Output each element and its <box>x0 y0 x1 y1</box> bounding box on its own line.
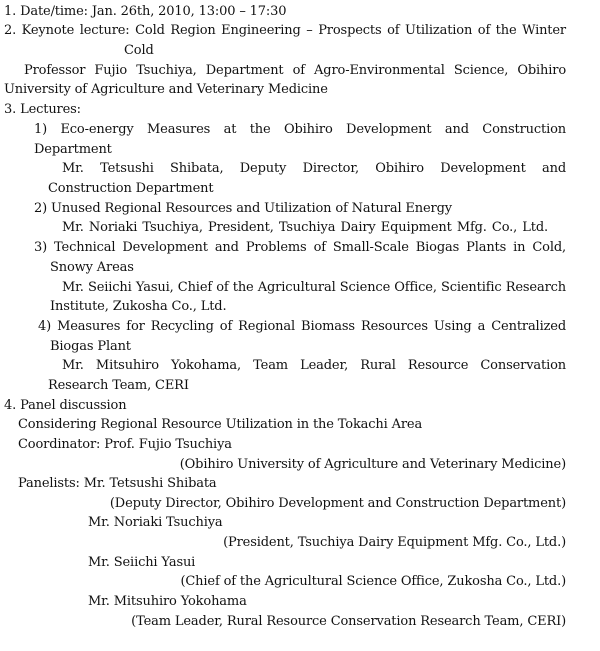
lecture-1-speaker-line-2: Construction Department <box>48 181 214 196</box>
panelist-4-affiliation: (Team Leader, Rural Resource Conservation Research Team, CERI) <box>131 614 566 629</box>
lecture-1-speaker-line-1: Mr. Tetsushi Shibata, Deputy Director, Obihiro Development and <box>62 161 566 176</box>
panelist-1-affiliation: (Deputy Director, Obihiro Development and Construction Department) <box>109 496 566 511</box>
lecture-3-title-line-1: 3) Technical Development and Problems of Small-Scale Biogas Plants in Cold, <box>34 240 566 255</box>
panel-discussion-heading: 4. Panel discussion <box>4 398 127 413</box>
lecture-4-title-line-2: Biogas Plant <box>50 339 131 354</box>
lecture-1-title-line-1: 1) Eco-energy Measures at the Obihiro Development and Construction <box>34 122 566 137</box>
keynote-title-line-1: 2. Keynote lecture: Cold Region Engineering – Prospects of Utilization of the Winter <box>4 23 566 38</box>
lecture-4-title-line-1: 4) Measures for Recycling of Regional Biomass Resources Using a Centralized <box>38 319 566 334</box>
panel-topic: Considering Regional Resource Utilization in the Tokachi Area <box>18 417 423 432</box>
panelist-3-name: Mr. Seiichi Yasui <box>88 555 196 570</box>
panelist-2-affiliation: (President, Tsuchiya Dairy Equipment Mfg. Co., Ltd.) <box>223 535 566 550</box>
lectures-heading: 3. Lectures: <box>4 102 81 117</box>
keynote-title-line-2: Cold <box>124 43 154 58</box>
panelist-1-name: Panelists: Mr. Tetsushi Shibata <box>18 476 217 491</box>
date-time-line: 1. Date/time: Jan. 26th, 2010, 13:00 – 17:30 <box>4 4 287 19</box>
lecture-3-speaker-line-2: Institute, Zukosha Co., Ltd. <box>50 299 227 314</box>
lecture-4-speaker-line-1: Mr. Mitsuhiro Yokohama, Team Leader, Rural Resource Conservation <box>62 358 566 373</box>
lecture-1-title-line-2: Department <box>34 142 112 157</box>
panelist-4-name: Mr. Mitsuhiro Yokohama <box>88 594 247 609</box>
lecture-3-title-line-2: Snowy Areas <box>50 260 134 275</box>
keynote-speaker-line-1: Professor Fujio Tsuchiya, Department of Agro-Environmental Science, Obihiro <box>24 63 566 78</box>
coordinator-affiliation: (Obihiro University of Agriculture and Veterinary Medicine) <box>179 457 566 472</box>
lecture-3-speaker-line-1: Mr. Seiichi Yasui, Chief of the Agricultural Science Office, Scientific Research <box>62 280 566 295</box>
keynote-speaker-line-2: University of Agriculture and Veterinary Medicine <box>4 82 328 97</box>
lecture-2-speaker: Mr. Noriaki Tsuchiya, President, Tsuchiya Dairy Equipment Mfg. Co., Ltd. <box>62 220 548 235</box>
lecture-4-speaker-line-2: Research Team, CERI <box>48 378 189 393</box>
panelist-3-affiliation: (Chief of the Agricultural Science Office, Zukosha Co., Ltd.) <box>180 574 566 589</box>
lecture-2-title: 2) Unused Regional Resources and Utilization of Natural Energy <box>34 201 452 216</box>
panelist-2-name: Mr. Noriaki Tsuchiya <box>88 515 223 530</box>
coordinator-name: Coordinator: Prof. Fujio Tsuchiya <box>18 437 232 452</box>
